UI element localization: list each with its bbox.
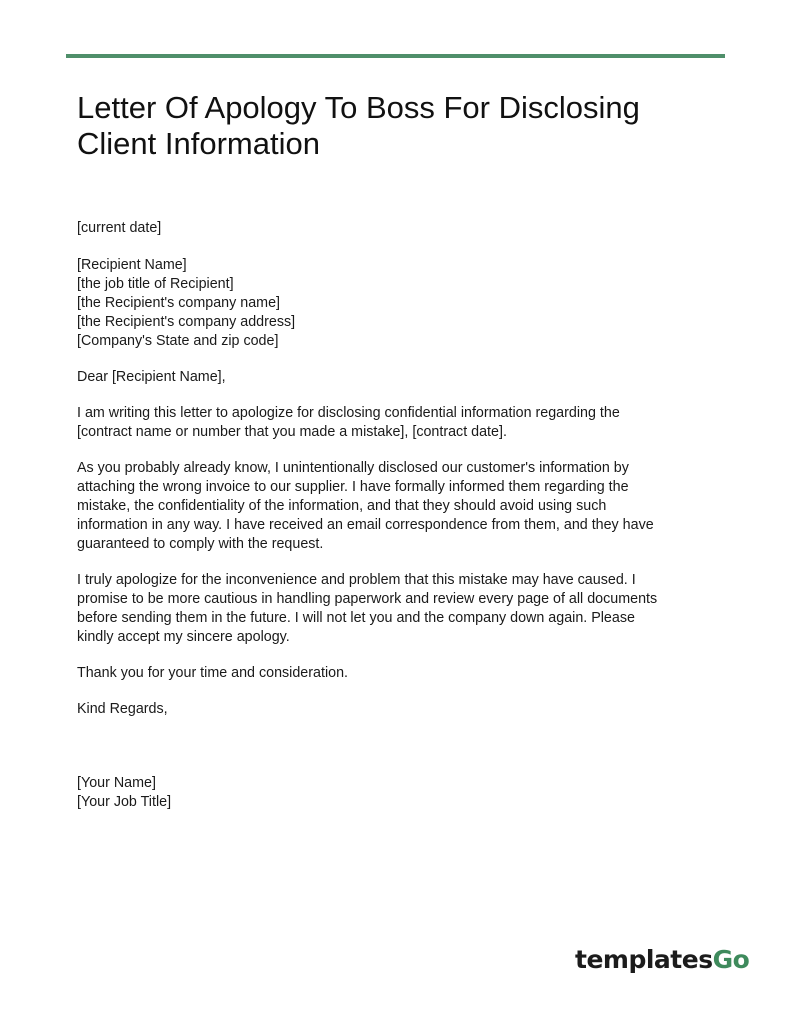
paragraph-line: attaching the wrong invoice to our supplier. I have formally informed them regarding the	[77, 479, 629, 495]
logo-text-go: Go	[712, 945, 750, 974]
closing-line: Kind Regards,	[77, 701, 168, 717]
logo-text-templates: templates	[575, 945, 713, 974]
paragraph-1	[77, 404, 727, 442]
paragraph-line: I am writing this letter to apologize for disclosing confidential information regarding the	[77, 405, 620, 421]
recipient-job-title: [the job title of Recipient]	[77, 276, 234, 292]
templatesgo-logo	[575, 945, 749, 981]
letter-date: [current date]	[77, 220, 162, 236]
recipient-block	[77, 256, 727, 351]
paragraph-line: mistake, the confidentiality of the information, and that they should avoid using such	[77, 498, 607, 514]
paragraph-line: I truly apologize for the inconvenience and problem that this mistake may have caused. I	[77, 572, 636, 588]
letter-body	[77, 219, 727, 812]
signature-name: [Your Name]	[77, 775, 156, 791]
recipient-company-name: [the Recipient's company name]	[77, 295, 280, 311]
document-title: Letter Of Apology To Boss For Disclosing Client Information	[77, 90, 640, 161]
recipient-name: [Recipient Name]	[77, 257, 187, 273]
paragraph-line: As you probably already know, I unintentionally disclosed our customer's information by	[77, 460, 629, 476]
thanks-line: Thank you for your time and consideration.	[77, 665, 348, 681]
recipient-company-address: [the Recipient's company address]	[77, 314, 296, 330]
paragraph-3	[77, 571, 727, 647]
paragraph-line: guaranteed to comply with the request.	[77, 536, 324, 552]
paragraph-2	[77, 459, 727, 554]
signature-block	[77, 774, 727, 812]
paragraph-line: promise to be more cautious in handling paperwork and review every page of all documents	[77, 591, 658, 607]
salutation: Dear [Recipient Name],	[77, 369, 226, 385]
top-accent-rule	[66, 54, 725, 58]
paragraph-line: information in any way. I have received an email correspondence from them, and they have	[77, 517, 654, 533]
signature-job-title: [Your Job Title]	[77, 794, 172, 810]
paragraph-line: before sending them in the future. I will not let you and the company down again. Please	[77, 610, 635, 626]
paragraph-line: [contract name or number that you made a mistake], [contract date].	[77, 424, 507, 440]
recipient-state-zip: [Company's State and zip code]	[77, 333, 279, 349]
paragraph-line: kindly accept my sincere apology.	[77, 629, 290, 645]
